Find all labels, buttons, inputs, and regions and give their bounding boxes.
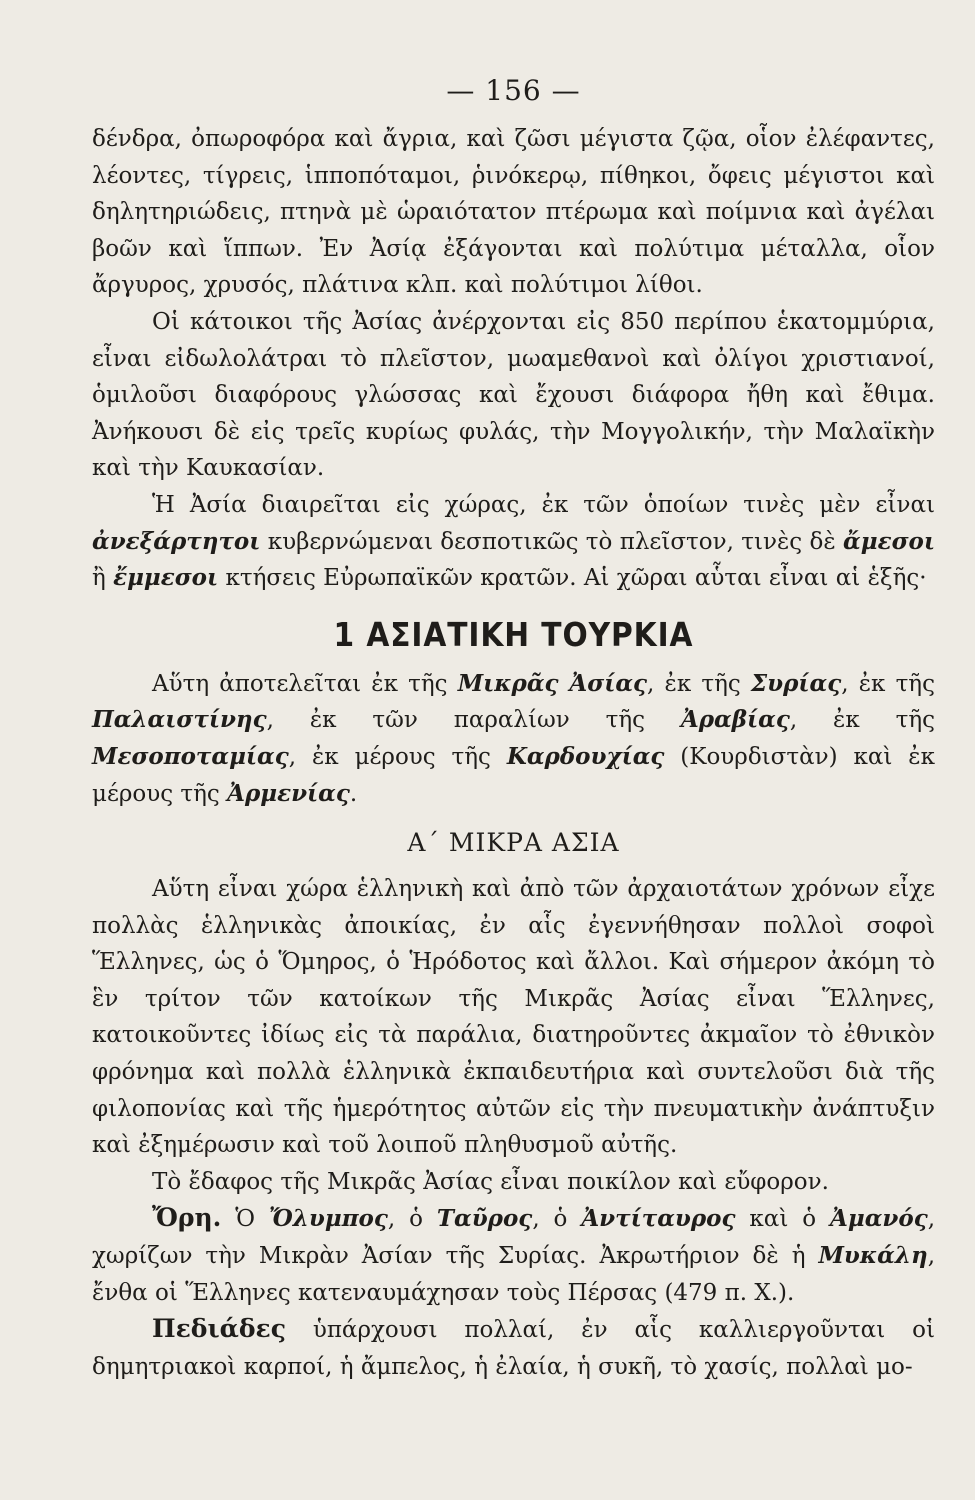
paragraph-asia-minor: Αὕτη εἶναι χώρα ἑλληνικὴ καὶ ἀπὸ τῶν ἀρχαιοτάτων χρόνων εἶχε πολλὰς ἑλληνικὰς ἀποικίας, ἐν αἷς ἐγεννήθησαν πολλοὶ σοφοὶ Ἕλληνες, ὡς ὁ Ὅμηρος, ὁ Ἡρόδοτος καὶ ἄλλοι. Καὶ σήμερον ἀκόμη τὸ ἓν τρίτον τῶν κατοίκων τῆς Μικρᾶς Ἀσίας εἶναι Ἕλληνες, κατοικοῦντες ἰδίως εἰς τὰ παράλια, διατηροῦντες ἀκμαῖον τὸ ἐθνικὸν φρόνημα καὶ πολλὰ ἑλληνικὰ ἐκπαιδευτήρια καὶ συντελοῦσι διὰ τῆς φιλοπονίας καὶ τῆς ἡμερότητος αὐτῶν εἰς τὴν πνευματικὴν ἀνάπτυξιν καὶ ἐξημέρωσιν καὶ τοῦ λοιποῦ πληθυσμοῦ αὐτῆς. [92,876,935,1159]
subsection-title: Α΄ ΜΙΚΡΑ ΑΣΙΑ [407,828,620,858]
paragraph-turkey-composition: Αὕτη ἀποτελεῖται ἐκ τῆς Μικρᾶς Ἀσίας, ἐκ τῆς Συρίας, ἐκ τῆς Παλαιστίνης, ἐκ τῶν παραλίων τῆς Ἀραβίας, ἐκ τῆς Μεσοποταμίας, ἐκ μέρους τῆς Καρδουχίας (Κουρδιστὰν) καὶ ἐκ μέρους τῆς Ἀρμενίας. [92,669,936,807]
page-number: — 156 — [446,74,581,107]
paragraph-inhabitants: Οἱ κάτοικοι τῆς Ἀσίας ἀνέρχονται εἰς 850 περίπου ἑκατομμύρια, εἶναι εἰδωλολάτραι τὸ πλεῖστον, μωαμεθανοὶ καὶ ὀλίγοι χριστιανοί, ὁμιλοῦσι διαφόρους γλώσσας καὶ ἔχουσι διάφορα ἤθη καὶ ἔθιμα. Ἀνήκουσι δὲ εἰς τρεῖς κυρίως φυλάς, τὴν Μογγολικήν, τὴν Μαλαϊκὴν καὶ τὴν Καυκασίαν. [92,308,935,482]
paragraph-plains: Πεδιάδες ὑπάρχουσι πολλαί, ἐν αἷς καλλιεργοῦνται οἱ δημητριακοὶ καρποί, ἡ ἄμπελος, ἡ ἐλαία, ἡ συκῆ, τὸ χασίς, πολλαὶ μο- [92,1314,935,1380]
paragraph-divisions: Ἡ Ἀσία διαιρεῖται εἰς χώρας, ἐκ τῶν ὁποίων τινὲς μὲν εἶναι ἀνεξάρτητοι κυβερνώμεναι δεσποτικῶς τὸ πλεῖστον, τινὲς δὲ ἄμεσοι ἢ ἔμμεσοι κτήσεις Εὐρωπαϊκῶν κρατῶν. Αἱ χῶραι αὗται εἶναι αἱ ἑξῆς· [92,491,935,592]
mountains-heading: Ὄρη. [152,1203,222,1233]
plains-heading: Πεδιάδες [152,1314,286,1344]
section-title: 1 ΑΣΙΑΤΙΚΗ ΤΟΥΡΚΙΑ [333,614,694,654]
paragraph-mountains: Ὄρη. Ὁ Ὄλυμπος, ὁ Ταῦρος, ὁ Ἀντίταυρος καὶ ὁ Ἀμανός, χωρίζων τὴν Μικρὰν Ἀσίαν τῆς Συρίας. Ἀκρωτήριον δὲ ἡ Μυκάλη, ἔνθα οἱ Ἕλληνες κατεναυμάχησαν τοὺς Πέρσας (479 π. Χ.). [92,1203,936,1306]
paragraph-flora-fauna: δένδρα, ὀπωροφόρα καὶ ἄγρια, καὶ ζῶσι μέγιστα ζῷα, οἷον ἐλέφαντες, λέοντες, τίγρεις, ἱπποπόταμοι, ῥινόκερῳ, πίθηκοι, ὄφεις μέγιστοι καὶ δηλητηριώδεις, πτηνὰ μὲ ὡραιότατον πτέρωμα καὶ ποίμνια καὶ ἀγέλαι βοῶν καὶ ἵππων. Ἐν Ἀσίᾳ ἐξάγονται καὶ πολύτιμα μέταλλα, οἷον ἄργυρος, χρυσός, πλάτινα κλπ. καὶ πολύτιμοι λίθοι. [92,126,935,299]
paragraph-terrain: Τὸ ἔδαφος τῆς Μικρᾶς Ἀσίας εἶναι ποικίλον καὶ εὔφορον. [152,1168,829,1195]
